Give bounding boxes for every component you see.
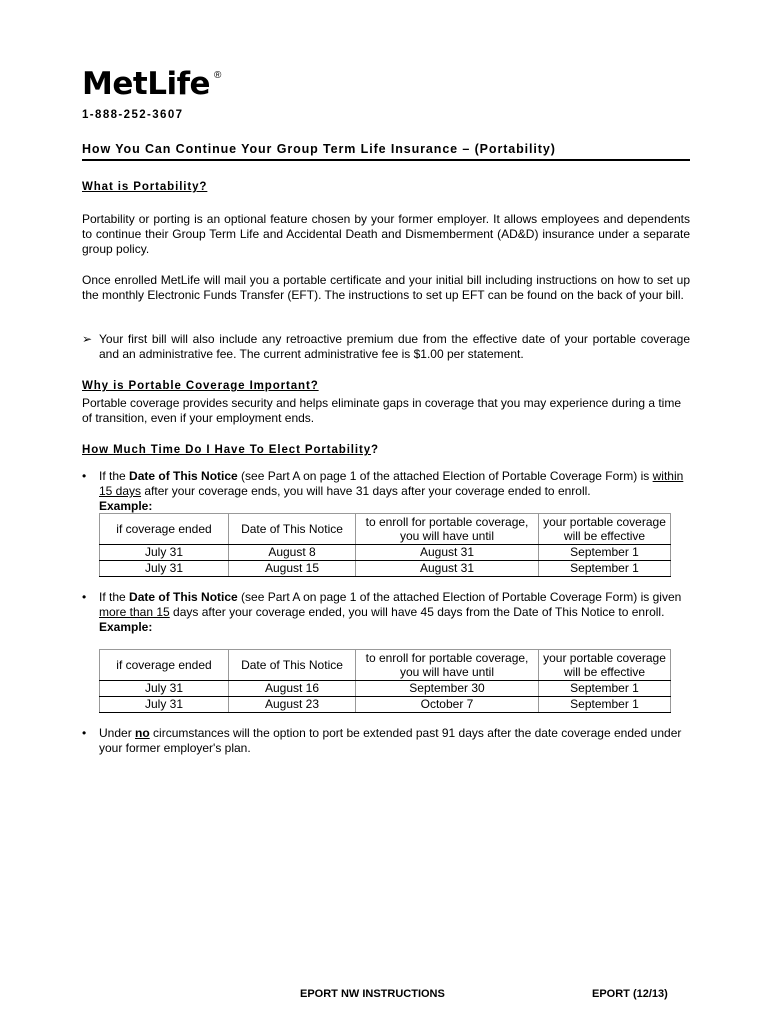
bullet-icon: •	[82, 726, 87, 740]
example-table-more-than-15	[99, 649, 671, 713]
page-title: How You Can Continue Your Group Term Life Insurance – (Portability)	[82, 142, 556, 156]
col-header-date-notice: Date of This Notice	[229, 650, 356, 681]
col-header-effective: your portable coverage will be effective	[539, 514, 671, 545]
table-row: July 31 August 16 September 30 September 1	[100, 681, 671, 697]
heading-how-much-time: How Much Time Do I Have To Elect Portability?	[82, 444, 379, 456]
col-header-effective: your portable coverage will be effective	[539, 650, 671, 681]
col-header-date-notice: Date of This Notice	[229, 514, 356, 545]
bullet-more-than-15-days: If the Date of This Notice (see Part A on page 1 of the attached Election of Portable Coverage Form) is given more than 15 days after your coverage ended, you will have 45 days from the Date of This Notice to enroll. Example:	[99, 590, 682, 634]
bullet-icon: •	[82, 590, 87, 604]
arrow-item-first-bill: Your first bill will also include any retroactive premium due from the effective date of your portable coverage and an administrative fee. The current administrative fee is $1.00 per statement.	[99, 332, 690, 361]
example-label: Example:	[99, 620, 153, 634]
col-header-coverage-ended: if coverage ended	[100, 514, 229, 545]
footer-form-code: EPORT (12/13)	[592, 988, 668, 1000]
col-header-enroll-until: to enroll for portable coverage, you will have until	[356, 514, 539, 545]
bullet-icon: •	[82, 469, 87, 483]
heading-what-is-portability: What is Portability?	[82, 181, 208, 193]
para-portability-definition: Portability or porting is an optional feature chosen by your former employer. It allows employees and dependents to continue their Group Term Life and Accidental Death and Dismemberment (AD&D) insurance under a separate group policy.	[82, 212, 690, 256]
title-rule	[82, 159, 690, 161]
heading-why-important: Why is Portable Coverage Important?	[82, 380, 319, 392]
registered-mark: ®	[214, 70, 222, 81]
table-row: July 31 August 8 August 31 September 1	[100, 545, 671, 561]
col-header-coverage-ended: if coverage ended	[100, 650, 229, 681]
footer-form-name: EPORT NW INSTRUCTIONS	[300, 988, 445, 1000]
phone-number: 1-888-252-3607	[82, 109, 184, 121]
example-label: Example:	[99, 499, 153, 513]
table-row: July 31 August 23 October 7 September 1	[100, 697, 671, 713]
para-why-important: Portable coverage provides security and helps eliminate gaps in coverage that you may experience during a time of transition, even if your employment ends.	[82, 396, 682, 425]
metlife-logo: MetLife	[82, 66, 211, 102]
bullet-within-15-days: If the Date of This Notice (see Part A on page 1 of the attached Election of Portable Coverage Form) is within 15 days after your coverage ends, you will have 31 days after your coverage ended to enroll. Example:	[99, 469, 684, 513]
col-header-enroll-until: to enroll for portable coverage, you will have until	[356, 650, 539, 681]
example-table-within-15	[99, 513, 671, 577]
table-row: July 31 August 15 August 31 September 1	[100, 561, 671, 577]
arrow-bullet-icon: ➢	[82, 332, 93, 346]
bullet-91-days-limit: Under no circumstances will the option to port be extended past 91 days after the date coverage ended under your former employer's plan.	[99, 726, 682, 755]
para-enrollment-mail: Once enrolled MetLife will mail you a portable certificate and your initial bill including instructions on how to set up the monthly Electronic Funds Transfer (EFT). The instructions to set up EFT can be found on the back of your bill.	[82, 273, 690, 302]
